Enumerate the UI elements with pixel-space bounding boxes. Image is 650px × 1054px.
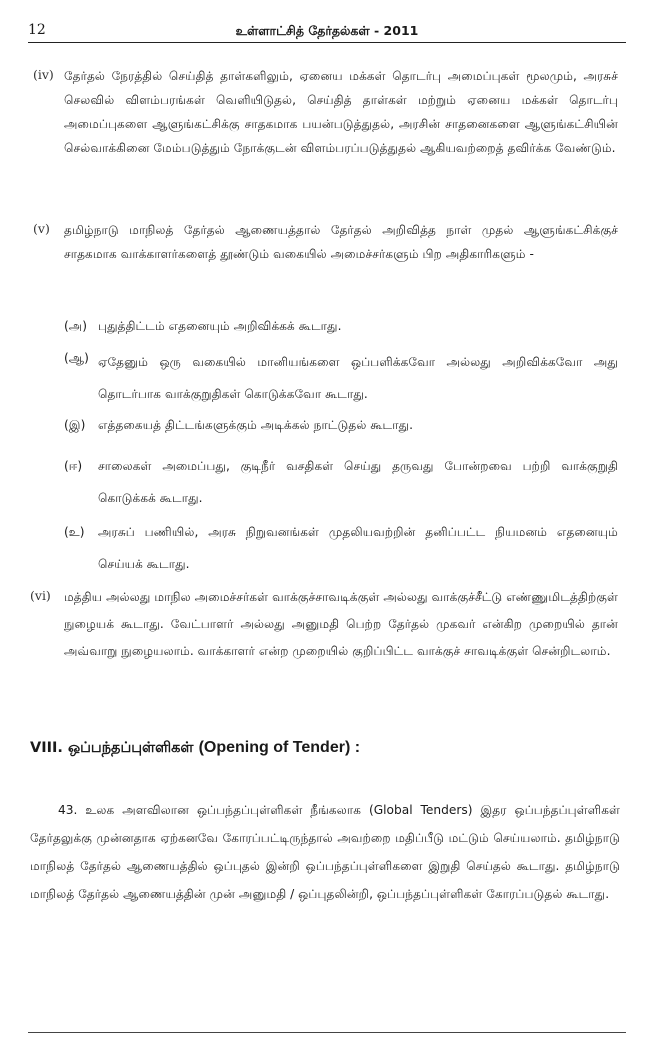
sub-item-text: புதுத்திட்டம் எதனையும் அறிவிக்கக் கூடாது. [98,319,342,333]
sub-item-text: எத்தகையத் திட்டங்களுக்கும் அடிக்கல் நாட்டுதல் கூடாது. [98,418,414,432]
page-header [28,20,626,43]
clause-marker: (vi) [30,588,51,603]
running-title: உள்ளாட்சித் தேர்தல்கள் - 2011 [235,23,419,38]
clause-iv [0,64,650,214]
paragraph-43 [30,796,620,946]
clause-marker: (v) [33,221,50,236]
clause-text: மத்திய அல்லது மாநில அமைச்சர்கள் வாக்குச்சாவடிக்குள் அல்லது வாக்குச்சீட்டு எண்ணுமிடத்திற்குள் நுழையக் கூடாது. வேட்பாளர் அல்லது அனுமதி பெற்ற தேர்தல் முகவர் என்கிற முறையில் தான் அவ்வாறு நுழையலாம். வாக்காளர் என்ற முறையில் குறிப்பிட்ட வாக்குச் சாவடிக்குள் சென்றிடலாம். [64,590,618,658]
clause-text: தேர்தல் நேரத்தில் செய்தித் தாள்களிலும், ஏனைய மக்கள் தொடர்பு அமைப்புகள் மூலமும், அரசுச் செலவில் விளம்பரங்கள் வெளியிடுதல், செய்தித் தாள்கள் மற்றும் ஏனைய மக்கள் தொடர்பு அமைப்புகளை ஆளுங்கட்சிக்கு சாதகமாக பயன்படுத்துதல், அரசின் சாதனைகளை ஆளுங்கட்சியின் செல்வாக்கினை மேம்படுத்தும் நோக்குடன் விளம்பரப்படுத்துதல் ஆகியவற்றைத் தவிர்க்க வேண்டும். [64,69,618,155]
clause-text: தமிழ்நாடு மாநிலத் தேர்தல் ஆணையத்தால் தேர்தல் அறிவித்த நாள் முதல் ஆளுங்கட்சிக்குச் சாதகமாக வாக்காளர்களைத் தூண்டும் வகையில் அமைச்சர்களும் பிற அதிகாரிகளும் - [64,223,618,261]
sub-item-marker: (அ) [64,319,88,333]
sub-item-marker: (ஈ) [64,459,83,473]
paragraph-text: உலக அளவிலான ஒப்பந்தப்புள்ளிகள் நீங்கலாக (Global Tenders) இதர ஒப்பந்தப்புள்ளிகள் தேர்தலுக்கு முன்னதாக ஏற்கனவே கோரப்பட்டிருந்தால் அவற்றை மதிப்பீடு மட்டும் செய்யலாம். தமிழ்நாடு மாநிலத் தேர்தல் ஆணையத்தில் ஒப்புதல் இன்றி ஒப்பந்தப்புள்ளிகளை இறுதி செய்தல் கூடாது. தமிழ்நாடு மாநிலத் தேர்தல் ஆணையத்தின் முன் அனுமதி / ஒப்புதலின்றி, ஒப்பந்தப்புள்ளிகள் கோரப்படுதல் கூடாது. [30,803,621,901]
sub-item-marker: (இ) [64,418,86,432]
clause-v [0,218,650,571]
page-number: 12 [28,22,46,38]
sub-item-marker: (உ) [64,525,85,539]
section-number: VIII. [30,740,63,756]
clause-marker: (iv) [33,67,54,82]
sub-item-text: ஏதேனும் ஒரு வகையில் மானியங்களை ஒப்பளிக்கவோ அல்லது அறிவிக்கவோ அது தொடர்பாக வாக்குறுதிகள் கொடுக்கவோ கூடாது. [98,355,618,401]
section-title-english: (Opening of Tender) : [198,739,361,756]
footer-rule [28,1032,626,1033]
clause-vi [0,584,650,694]
paragraph-body [30,796,620,908]
section-title-tamil: ஒப்பந்தப்புள்ளிகள் [67,740,194,756]
sub-item-marker: (ஆ) [64,351,89,365]
sub-item-text: அரசுப் பணியில், அரசு நிறுவனங்கள் முதலியவற்றின் தனிப்பட்ட நியமனம் எதனையும் செய்யக் கூடாது. [98,525,618,571]
sub-item-text: சாலைகள் அமைப்பது, குடிநீர் வசதிகள் செய்து தருவது போன்றவை பற்றி வாக்குறுதி கொடுக்கக் கூடாது. [98,459,618,505]
section-heading [30,739,360,758]
paragraph-number: 43. [58,803,78,817]
